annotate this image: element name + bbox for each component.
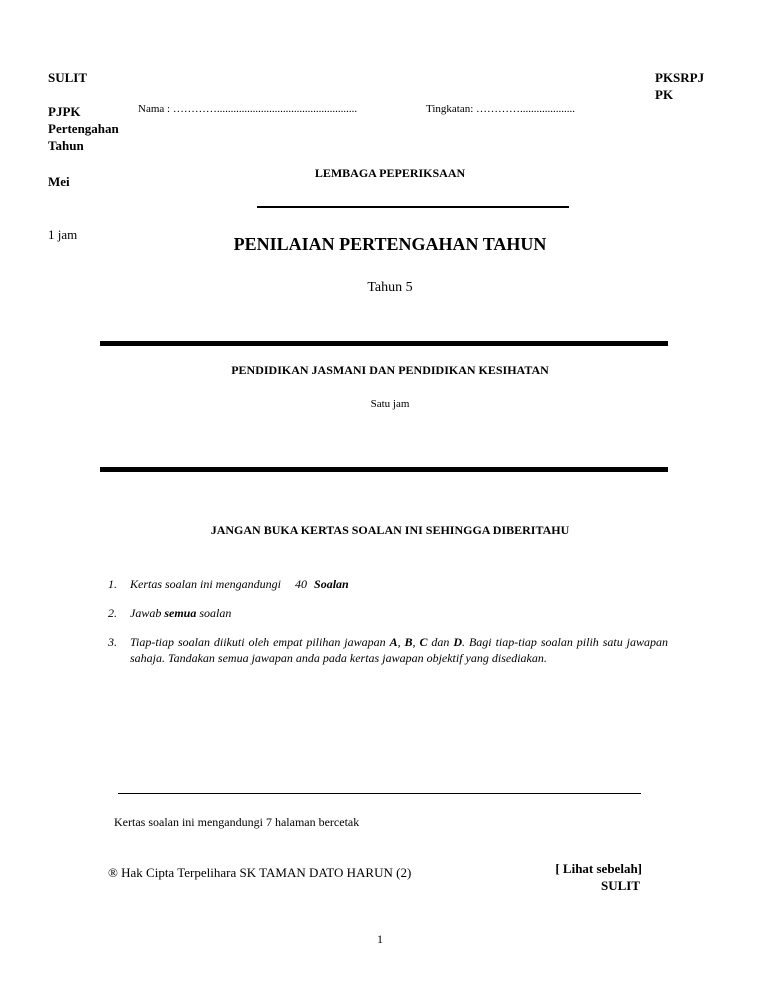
option-d-label: D (453, 635, 463, 649)
instruction-2-post: soalan (199, 606, 232, 620)
thick-rule-bottom (100, 467, 668, 472)
option-a-label: A (389, 635, 398, 649)
instruction-3-part-a: Tiap-tiap soalan diikuti oleh empat pilihan jawapan (130, 635, 386, 649)
subject-duration: Satu jam (370, 398, 410, 410)
instruction-3-part-b: . Bagi tiap-tiap soalan pilih satu jawapan sahaja. Tandakan semua jawapan anda pada kertas jawapan objektif yang disediakan. (130, 635, 668, 665)
exam-board: LEMBAGA PEPERIKSAAN (314, 166, 466, 180)
instruction-2-pre: Jawab (130, 606, 162, 620)
instruction-3-number: 3. (108, 635, 117, 649)
option-c-label: C (419, 635, 428, 649)
footer-rule (118, 793, 641, 794)
board-underline (257, 206, 569, 208)
instructions-list (108, 576, 668, 679)
sulit-label: SULIT (48, 70, 88, 85)
footer-sulit-label: SULIT (600, 878, 640, 893)
instruction-2-number: 2. (108, 606, 117, 620)
copyright-text: ® Hak Cipta Terpelihara SK TAMAN DATO HARUN (2) (108, 865, 412, 880)
instruction-1-number: 1. (108, 577, 117, 591)
paper-code-line1: PKSRPJ (655, 70, 705, 85)
pages-note: Kertas soalan ini mengandungi 7 halaman bercetak (114, 815, 360, 829)
instruction-1-text: Kertas soalan ini mengandungi (130, 577, 282, 591)
name-field[interactable]: Nama : …………................................................... (138, 103, 358, 115)
subject-short: PJPK (48, 104, 81, 119)
month-label: Mei (48, 174, 70, 189)
turn-over-label: [ Lihat sebelah] (555, 861, 642, 876)
form-field[interactable]: Tingkatan: ………….................... (426, 103, 576, 115)
option-b-label: B (404, 635, 413, 649)
exam-title: PENILAIAN PERTENGAHAN TAHUN (233, 234, 547, 254)
instruction-3-and: dan (431, 635, 450, 649)
subject-name: PENDIDIKAN JASMANI DAN PENDIDIKAN KESIHATAN (231, 363, 549, 377)
instruction-2-emphasis: semua (164, 606, 197, 620)
instruction-2 (108, 605, 668, 621)
duration-label: 1 jam (48, 227, 78, 242)
instruction-3: 3. Tiap-tiap soalan diikuti oleh empat pilihan jawapan A, B, C dan D. Bagi tiap-tiap soalan pilih satu jawapan sahaja. Tandakan semua jawapan anda pada kertas jawapan objektif yang disediakan. (108, 635, 668, 665)
paper-code-line2: PK (655, 87, 674, 102)
term-line1: Pertengahan (48, 121, 119, 136)
thick-rule-top (100, 341, 668, 346)
term-line2: Tahun (48, 138, 84, 153)
year-label: Tahun 5 (367, 280, 413, 295)
warning-text: JANGAN BUKA KERTAS SOALAN INI SEHINGGA DIBERITAHU (210, 523, 570, 537)
instruction-1 (108, 576, 668, 592)
instruction-1-unit: Soalan (314, 577, 349, 591)
page-number: 1 (377, 932, 383, 946)
instruction-1-count: 40 (295, 577, 308, 591)
